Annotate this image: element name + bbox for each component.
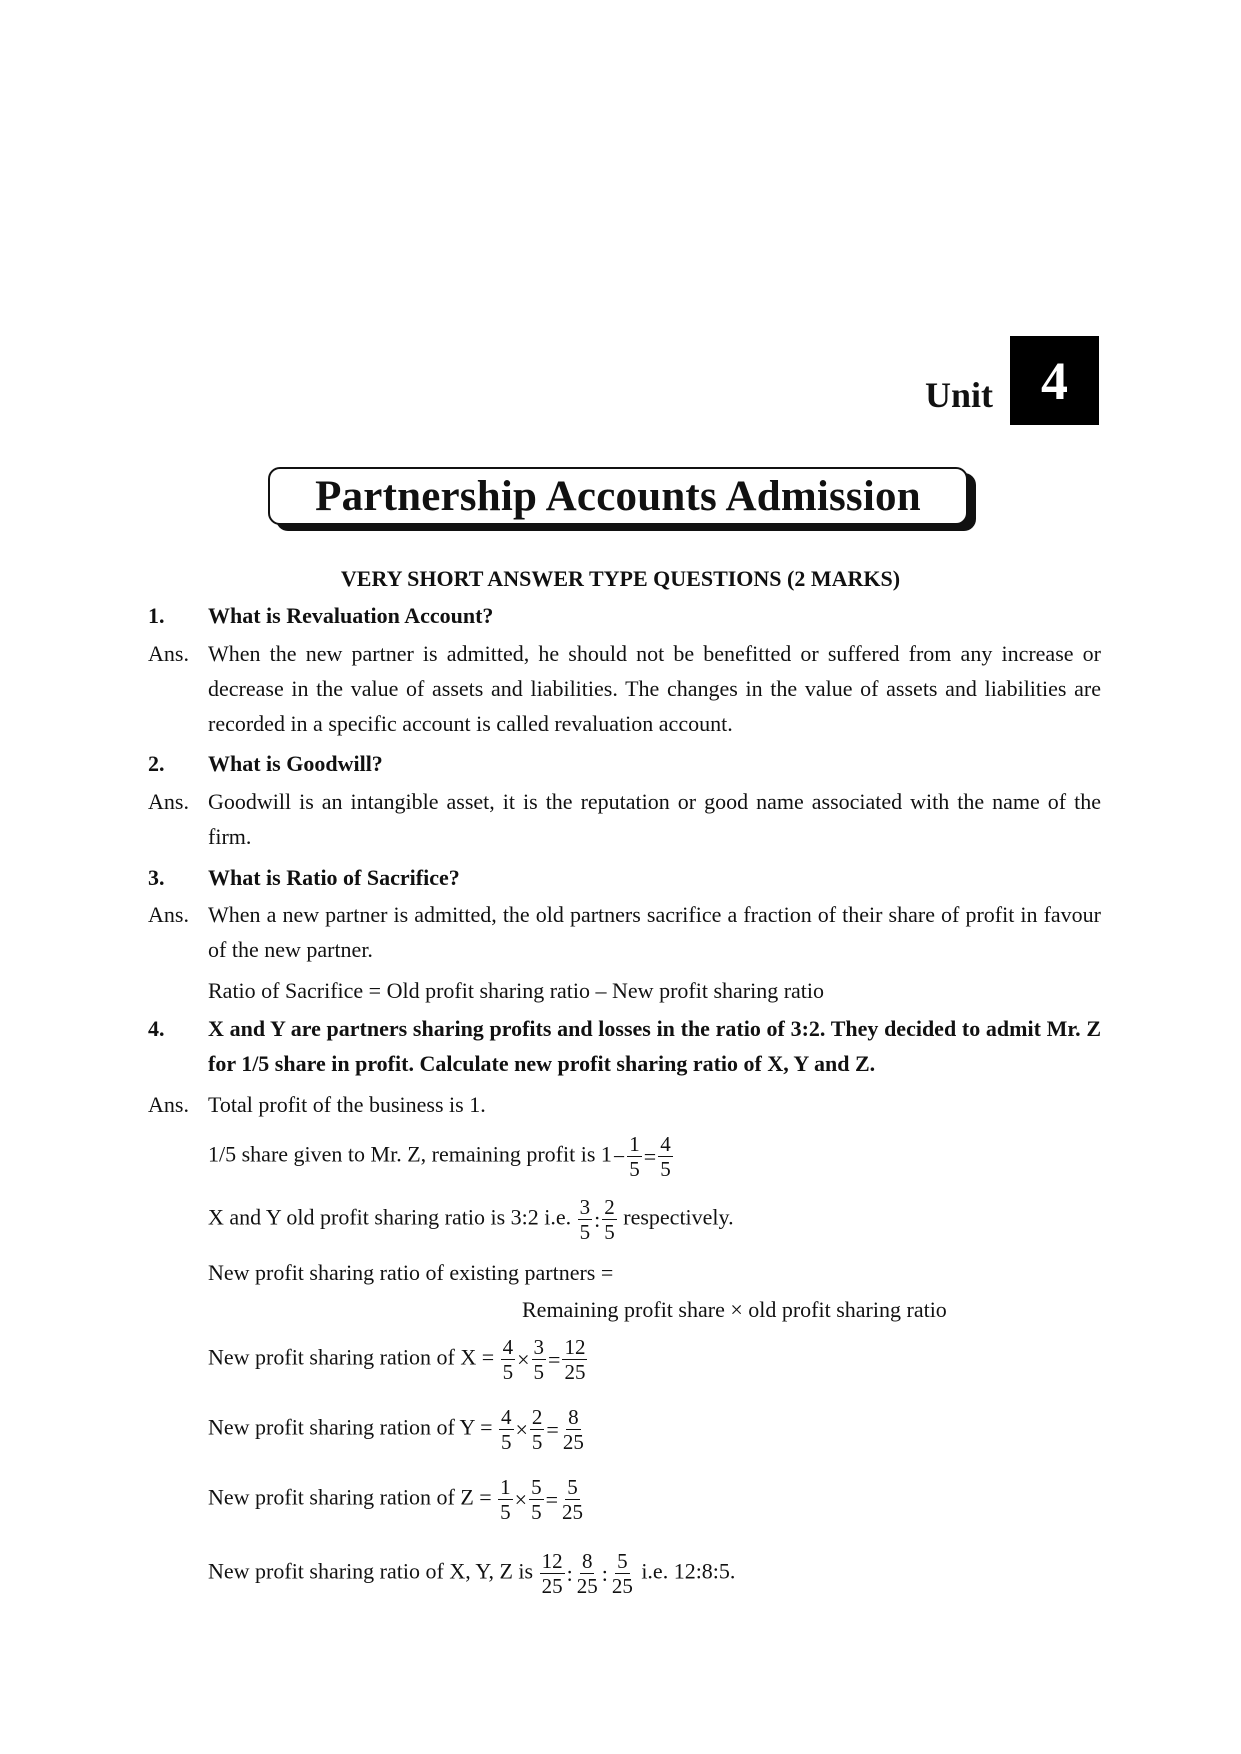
answer-text: When a new partner is admitted, the old partners sacrifice a fraction of their share of profit in favour of the new partner. [208, 902, 1101, 962]
formula-line: Remaining profit share × old profit sharing ratio [522, 1297, 947, 1322]
line-text: New profit sharing ratio of X, Y, Z is [208, 1558, 534, 1584]
fraction: $\frac{4}{5}$ [501, 1405, 512, 1454]
answer-label: Ans. [148, 789, 189, 814]
answer-4 [148, 1087, 1101, 1122]
answer-3 [148, 897, 1101, 967]
question-4 [148, 1011, 1101, 1081]
fraction: $\frac{1}{5}$ [500, 1475, 511, 1524]
ratio-x-line: New profit sharing ration of X = $\frac{4}{5}$ × $\frac{3}{5}$ = $\frac{12}{25}$ [208, 1335, 586, 1384]
answer-label: Ans. [148, 641, 189, 666]
question-text: What is Revaluation Account? [208, 603, 494, 628]
chapter-title: Partnership Accounts Admission [268, 467, 968, 525]
fraction: $\frac{2}{5}$ [604, 1195, 615, 1244]
fraction: $\frac{12}{25}$ [541, 1549, 563, 1598]
question-number: 2. [148, 751, 165, 776]
old-ratio-line: X and Y old profit sharing ratio is 3:2 i.e. $\frac{3}{5}$ : $\frac{2}{5}$ respectively. [208, 1195, 734, 1244]
remaining-profit-line: 1/5 share given to Mr. Z, remaining profit is 1− $\frac{1}{5}$ = $\frac{4}{5}$ [208, 1132, 671, 1181]
fraction: $\frac{8}{25}$ [576, 1549, 598, 1598]
fraction: $\frac{4}{5}$ [660, 1132, 671, 1181]
question-3 [148, 860, 1101, 895]
fraction: $\frac{3}{5}$ [579, 1195, 591, 1244]
question-text: X and Y are partners sharing profits and losses in the ratio of 3:2. They decided to admit Mr. Z for 1/5 share in profit. Calculate new profit sharing ratio of X, Y and Z. [208, 1016, 1101, 1076]
existing-partners-line: New profit sharing ratio of existing partners = [208, 1260, 614, 1285]
question-number: 3. [148, 865, 165, 890]
answer-label: Ans. [148, 1092, 189, 1117]
sacrifice-formula: Ratio of Sacrifice = Old profit sharing ratio – New profit sharing ratio [208, 978, 825, 1003]
line-text: 1/5 share given to Mr. Z, remaining profit is 1 [208, 1141, 612, 1167]
answer-text: Total profit of the business is 1. [208, 1092, 486, 1117]
fraction: $\frac{1}{5}$ [629, 1132, 640, 1181]
line-text: X and Y old profit sharing ratio is 3:2 i.e. [208, 1204, 572, 1230]
ratio-z-line: New profit sharing ration of Z = $\frac{1}{5}$ × $\frac{5}{5}$ = $\frac{5}{25}$ [208, 1475, 584, 1524]
ratio-y-line: New profit sharing ration of Y = $\frac{4}{5}$ × $\frac{2}{5}$ = $\frac{8}{25}$ [208, 1405, 584, 1454]
answer-2 [148, 784, 1101, 854]
question-number: 4. [148, 1016, 165, 1041]
question-2 [148, 746, 1101, 781]
fraction: $\frac{5}{25}$ [611, 1549, 633, 1598]
answer-text: When the new partner is admitted, he should not be benefitted or suffered from any increase or decrease in the value of assets and liabilities. The changes in the value of assets and liabilities are recorded in a specific account is called revaluation account. [208, 641, 1101, 736]
question-text: What is Goodwill? [208, 751, 383, 776]
unit-number-badge: 4 [1010, 336, 1099, 425]
answer-text: Goodwill is an intangible asset, it is the reputation or good name associated with the name of the firm. [208, 789, 1101, 849]
fraction: $\frac{12}{25}$ [564, 1335, 586, 1384]
line-text: New profit sharing ration of Z = [208, 1484, 492, 1510]
question-text: What is Ratio of Sacrifice? [208, 865, 460, 890]
fraction: $\frac{2}{5}$ [531, 1405, 543, 1454]
fraction: $\frac{8}{25}$ [562, 1405, 584, 1454]
line-text: New profit sharing ration of X = [208, 1344, 495, 1370]
fraction: $\frac{4}{5}$ [502, 1335, 514, 1384]
question-1 [148, 598, 1101, 633]
answer-1 [148, 636, 1101, 741]
line-text: New profit sharing ration of Y = [208, 1414, 493, 1440]
fraction: $\frac{3}{5}$ [533, 1335, 545, 1384]
line-tail: respectively. [623, 1204, 734, 1230]
chapter-title-frame [268, 467, 974, 525]
line-tail: i.e. 12:8:5. [641, 1558, 736, 1584]
unit-label: Unit [924, 375, 993, 415]
section-heading: VERY SHORT ANSWER TYPE QUESTIONS (2 MARKS) [340, 566, 901, 591]
question-number: 1. [148, 603, 165, 628]
fraction: $\frac{5}{5}$ [531, 1475, 542, 1524]
final-ratio-line: New profit sharing ratio of X, Y, Z is $\frac{12}{25}$ : $\frac{8}{25}$ : $\frac{5}{25}$ i.e. 12:8:5. [208, 1549, 736, 1598]
fraction: $\frac{5}{25}$ [562, 1475, 584, 1524]
answer-label: Ans. [148, 902, 189, 927]
